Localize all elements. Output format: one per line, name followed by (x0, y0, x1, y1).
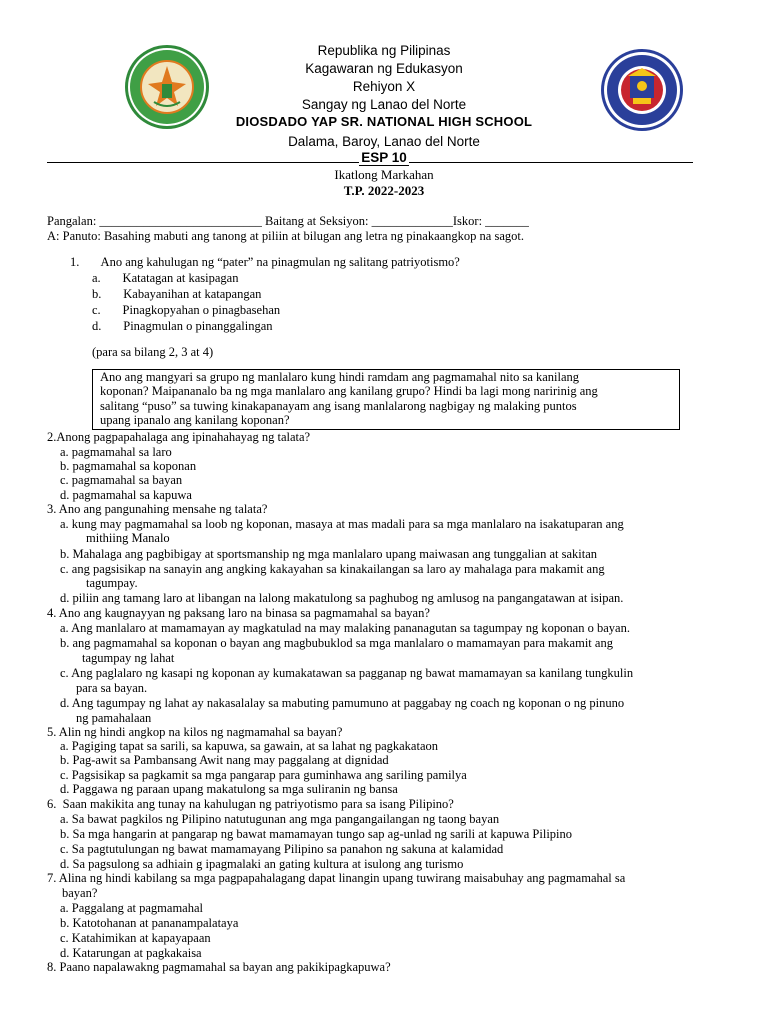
q6-choice-a: a. Sa bawat pagkilos ng Pilipino natutugunan ang mga pangangailangan ng taong bayan (60, 812, 500, 826)
q3-choice-c-cont: tagumpay. (86, 576, 138, 590)
passage-line: upang ipanalo ang kanilang koponan? (100, 413, 290, 427)
question-8: 8. Paano napalawakng pagmamahal sa bayan ang pakikipagkapuwa? (47, 960, 391, 974)
question-3: 3. Ano ang pangunahing mensahe ng talata? (47, 502, 268, 516)
question-2: 2.Anong pagpapahalaga ang ipinahahayag ng talata? (47, 430, 311, 444)
q5-choice-d: d. Paggawa ng paraan upang makatulong sa mga suliranin ng bansa (60, 782, 398, 796)
q2-choice-a: a. pagmamahal sa laro (60, 445, 172, 459)
q2-choice-d: d. pagmamahal sa kapuwa (60, 488, 192, 502)
q4-choice-c-cont: para sa bayan. (76, 681, 148, 695)
header-department: Kagawaran ng Edukasyon (305, 61, 463, 76)
question-6: 6. Saan makikita ang tunay na kahulugan ng patriyotismo para sa isang Pilipino? (47, 797, 454, 811)
passage-line: Ano ang mangyari sa grupo ng manlalaro kung hindi ramdam ang pagmamahal nito sa kanilang (100, 370, 580, 384)
school-year: T.P. 2022-2023 (343, 183, 425, 198)
header-block (0, 42, 768, 114)
q4-choice-b-cont: tagumpay ng lahat (82, 651, 175, 665)
q3-choice-a-cont: mithiing Manalo (86, 531, 170, 545)
q1-choice-d: d. Pinagmulan o pinanggalingan (92, 319, 273, 333)
subject-title (0, 150, 768, 165)
school-name: DIOSDADO YAP SR. NATIONAL HIGH SCHOOL (235, 114, 533, 129)
q6-choice-b: b. Sa mga hangarin at pangarap ng bawat mamamayan tungo sap ag-unlad ng sarili at kapuwa Pilipino (60, 827, 573, 841)
q1-choice-b: b. Kabayanihan at katapangan (92, 287, 262, 301)
q7-choice-b: b. Katotohanan at pananampalataya (60, 916, 239, 930)
question-1: 1. Ano ang kahulugan ng “pater” na pinagmulan ng salitang patriyotismo? (70, 255, 460, 269)
quarter-label: Ikatlong Markahan (334, 167, 434, 182)
student-info-line: Pangalan: __________________________ Baitang at Seksiyon: _____________Iskor: _______ (47, 214, 529, 228)
q5-choice-b: b. Pag-awit sa Pambansang Awit nang may paggalang at dignidad (60, 753, 389, 767)
reading-passage (92, 369, 680, 430)
q7-choice-a: a. Paggalang at pagmamahal (60, 901, 203, 915)
q1-choice-c: c. Pinagkopyahan o pinagbasehan (92, 303, 281, 317)
q1-choice-a: a. Katatagan at kasipagan (92, 271, 239, 285)
passage-line: koponan? Maipananalo ba ng mga manlalaro ang kanilang grupo? Hindi ba lagi mong naririnig ang (100, 384, 598, 398)
q4-choice-b: b. ang pagmamahal sa koponan o bayan ang magbubuklod sa mga manlalaro o mamamayan para makamit ang (60, 636, 613, 650)
passage-note: (para sa bilang 2, 3 at 4) (92, 345, 214, 359)
header-republic: Republika ng Pilipinas (317, 43, 451, 58)
q4-choice-d-cont: ng pamahalaan (76, 711, 152, 725)
q5-choice-a: a. Pagiging tapat sa sarili, sa kapuwa, sa gawain, at sa lahat ng pagkakataon (60, 739, 439, 753)
school-address: Dalama, Baroy, Lanao del Norte (288, 134, 480, 149)
q2-choice-c: c. pagmamahal sa bayan (60, 473, 183, 487)
q6-choice-c: c. Sa pagtutulungan ng bawat mamamayang Pilipino sa panahon ng sakuna at kalamidad (60, 842, 504, 856)
question-7: 7. Alina ng hindi kabilang sa mga pagpapahalagang dapat linangin upang tuwirang maisabuhay ang pagmamahal sa (47, 871, 626, 885)
passage-line: salitang “puso” sa tuwing kinakapanayam ang isang manlalarong nagbigay ng malaking puntos (100, 399, 577, 413)
q4-choice-d: d. Ang tagumpay ng lahat ay nakasalalay sa mabuting pamumuno at paggabay ng coach ng koponan o ng pinuno (60, 696, 625, 710)
q3-choice-a: a. kung may pagmamahal sa loob ng koponan, masaya at mas madali para sa mga manlalaro na isakatuparan ang (60, 517, 624, 531)
question-7-cont: bayan? (62, 886, 98, 900)
q6-choice-d: d. Sa pagsulong sa adhiain g ipagmalaki an gating kultura at isulong ang turismo (60, 857, 464, 871)
instruction: A: Panuto: Basahing mabuti ang tanong at piliin at bilugan ang letra ng pinakaangkop na sagot. (47, 229, 524, 243)
subject-label: ESP 10 (361, 150, 407, 165)
q3-choice-b: b. Mahalaga ang pagbibigay at sportsmanship ng mga manlalaro upang maiwasan ang tunggalian at sakitan (60, 547, 598, 561)
q4-choice-a: a. Ang manlalaro at mamamayan ay magkatulad na may malaking pananagutan sa tagumpay ng koponan o bayan. (60, 621, 630, 635)
q3-choice-c: c. ang pagsisikap na sanayin ang angking kakayahan sa kinakailangan sa laro ay mahalaga para makamit ang (60, 562, 605, 576)
q2-choice-b: b. pagmamahal sa koponan (60, 459, 197, 473)
q5-choice-c: c. Pagsisikap sa pagkamit sa mga pangarap para guminhawa ang sariling pamilya (60, 768, 467, 782)
q4-choice-c: c. Ang paglalaro ng kasapi ng koponan ay kumakatawan sa pagganap ng bawat mamamayan sa kanilang tungkulin (60, 666, 634, 680)
header-division: Sangay ng Lanao del Norte (301, 97, 467, 112)
q3-choice-d: d. piliin ang tamang laro at libangan na lalong makatulong sa paghubog ng amlusog na pangangatawan at isipan. (60, 591, 624, 605)
q7-choice-d: d. Katarungan at pagkakaisa (60, 946, 202, 960)
header-region: Rehiyon X (352, 79, 416, 94)
q7-choice-c: c. Katahimikan at kapayapaan (60, 931, 211, 945)
question-5: 5. Alin ng hindi angkop na kilos ng nagmamahal sa bayan? (47, 725, 343, 739)
question-4: 4. Ano ang kaugnayyan ng paksang laro na binasa sa pagmamahal sa bayan? (47, 606, 430, 620)
